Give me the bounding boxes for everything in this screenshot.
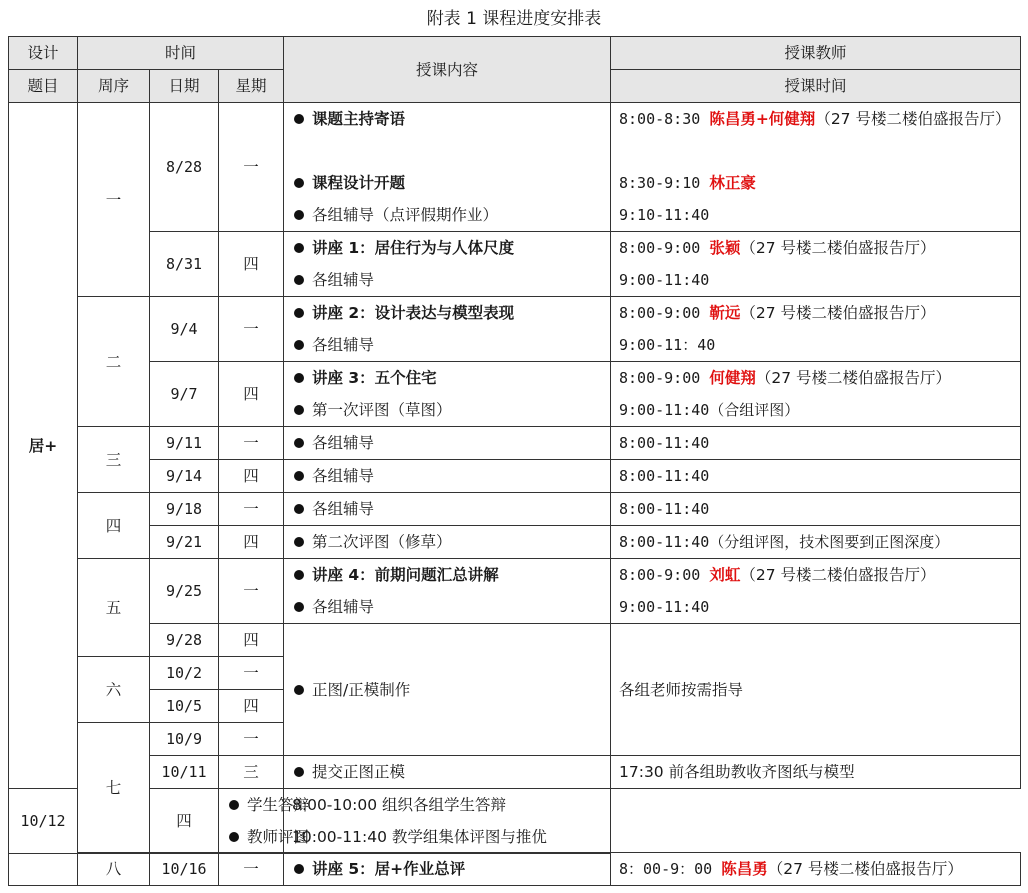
table-row — [9, 460, 1021, 493]
date-cell: 9/11 — [150, 427, 219, 460]
bullet-icon — [294, 471, 304, 481]
bullet-icon — [294, 864, 304, 874]
time-cell: 8:00-11:40（分组评图，技术图要到正图深度） — [611, 526, 1021, 559]
date-cell: 10/12 — [9, 789, 78, 854]
date-cell: 10/11 — [150, 756, 219, 789]
content-cell: 各组辅导 — [284, 493, 611, 526]
table-row — [9, 756, 1021, 789]
bullet-icon — [294, 767, 304, 777]
weekday-cell: 四 — [150, 789, 219, 854]
table-caption: 附表 1 课程进度安排表 — [426, 9, 602, 29]
weekday-cell: 一 — [219, 853, 284, 886]
weekday-cell: 一 — [219, 657, 284, 690]
date-cell: 8/28 — [150, 103, 219, 232]
lecture-time-header: 授课时间 — [611, 70, 1021, 103]
bullet-icon — [294, 340, 304, 350]
weekday-cell: 四 — [219, 460, 284, 493]
week-cell: 五 — [78, 559, 150, 657]
weekday-cell: 一 — [219, 559, 284, 624]
time-cell: 8:00-8:30 陈昌勇+何健翔（27 号楼二楼伯盛报告厅） 8:30-9:10 林正豪 9:10-11:40 — [611, 103, 1021, 232]
subject-header: 题目 — [9, 70, 78, 103]
content-header: 授课内容 — [284, 37, 611, 103]
weekday-cell: 四 — [219, 690, 284, 723]
subject-cell: 居+ — [9, 103, 78, 789]
bullet-icon — [294, 570, 304, 580]
bullet-icon — [294, 537, 304, 547]
time-cell: 8:00-11:40 — [611, 427, 1021, 460]
time-cell: 8：00-9：00 陈昌勇（27 号楼二楼伯盛报告厅） — [611, 853, 1021, 886]
week-cell: 三 — [78, 427, 150, 493]
content-cell: 讲座 1：居住行为与人体尺度 各组辅导 — [284, 232, 611, 297]
table-row — [9, 526, 1021, 559]
week-cell: 八 — [78, 853, 150, 886]
bullet-icon — [294, 275, 304, 285]
bullet-icon — [294, 308, 304, 318]
weekday-cell: 一 — [219, 427, 284, 460]
week-cell: 七 — [78, 723, 150, 854]
date-cell: 9/4 — [150, 297, 219, 362]
weekday-cell: 四 — [219, 624, 284, 657]
time-cell: 各组老师按需指导 — [611, 624, 1021, 756]
bullet-icon — [294, 685, 304, 695]
week-cell: 六 — [78, 657, 150, 723]
week-header: 周序 — [78, 70, 150, 103]
date-cell: 10/5 — [150, 690, 219, 723]
time-cell: 8:00-9:00 何健翔（27 号楼二楼伯盛报告厅） 9:00-11:40（合组评图） — [611, 362, 1021, 427]
table-row — [9, 853, 1021, 886]
time-cell: 8:00-9:00 刘虹（27 号楼二楼伯盛报告厅） 9:00-11:40 — [611, 559, 1021, 624]
content-cell: 第二次评图（修草） — [284, 526, 611, 559]
bullet-icon — [294, 405, 304, 415]
table-row — [9, 427, 1021, 460]
content-cell: 讲座 4：前期问题汇总讲解 各组辅导 — [284, 559, 611, 624]
time-cell: 8:00-9:00 张颖（27 号楼二楼伯盛报告厅） 9:00-11:40 — [611, 232, 1021, 297]
content-cell: 提交正图正模 — [284, 756, 611, 789]
date-cell: 9/14 — [150, 460, 219, 493]
weekday-cell: 三 — [219, 756, 284, 789]
content-cell: 各组辅导 — [284, 427, 611, 460]
teacher-header: 授课教师 — [611, 37, 1021, 70]
bullet-icon — [294, 178, 304, 188]
bullet-icon — [229, 800, 239, 810]
bullet-icon — [229, 832, 239, 842]
time-cell: 8:00-9:00 靳远（27 号楼二楼伯盛报告厅） 9:00-11：40 — [611, 297, 1021, 362]
content-cell: 正图/正模制作 — [284, 624, 611, 756]
bullet-icon — [294, 504, 304, 514]
bullet-icon — [294, 243, 304, 253]
table-row — [9, 493, 1021, 526]
weekday-cell: 一 — [219, 493, 284, 526]
weekday-cell: 一 — [219, 297, 284, 362]
week-cell: 二 — [78, 297, 150, 427]
time-cell: 17:30 前各组助教收齐图纸与模型 — [611, 756, 1021, 789]
bullet-icon — [294, 210, 304, 220]
content-cell: 讲座 3：五个住宅 第一次评图（草图） — [284, 362, 611, 427]
schedule-table — [8, 36, 1021, 854]
weekday-cell: 四 — [219, 526, 284, 559]
time-header: 时间 — [78, 37, 284, 70]
content-cell: 讲座 2：设计表达与模型表现 各组辅导 — [284, 297, 611, 362]
weekday-cell: 四 — [219, 232, 284, 297]
bullet-icon — [294, 602, 304, 612]
date-cell: 8/31 — [150, 232, 219, 297]
bullet-icon — [294, 373, 304, 383]
date-cell: 10/9 — [150, 723, 219, 756]
weekday-header: 星期 — [219, 70, 284, 103]
date-header: 日期 — [150, 70, 219, 103]
design-header: 设计 — [9, 37, 78, 70]
date-cell: 9/25 — [150, 559, 219, 624]
content-cell: 学生答辩 教师评图 — [219, 789, 284, 854]
time-cell: 8:00-10:00 组织各组学生答辩 10:00-11:40 教学组集体评图与推优 — [284, 789, 611, 854]
content-cell: 各组辅导 — [284, 460, 611, 493]
time-cell: 8:00-11:40 — [611, 460, 1021, 493]
bullet-icon — [294, 114, 304, 124]
table-row — [9, 624, 1021, 657]
week-cell: 四 — [78, 493, 150, 559]
date-cell: 9/21 — [150, 526, 219, 559]
date-cell: 10/16 — [150, 853, 219, 886]
date-cell: 9/7 — [150, 362, 219, 427]
content-cell: 讲座 5：居+作业总评 — [284, 853, 611, 886]
week-cell: 一 — [78, 103, 150, 297]
date-cell: 10/2 — [150, 657, 219, 690]
weekday-cell: 一 — [219, 103, 284, 232]
weekday-cell: 四 — [219, 362, 284, 427]
content-cell: 课题主持寄语 课程设计开题 各组辅导（点评假期作业） — [284, 103, 611, 232]
bullet-icon — [294, 438, 304, 448]
schedule-table-tail — [8, 852, 1021, 886]
date-cell: 9/28 — [150, 624, 219, 657]
weekday-cell: 一 — [219, 723, 284, 756]
time-cell: 8:00-11:40 — [611, 493, 1021, 526]
date-cell: 9/18 — [150, 493, 219, 526]
